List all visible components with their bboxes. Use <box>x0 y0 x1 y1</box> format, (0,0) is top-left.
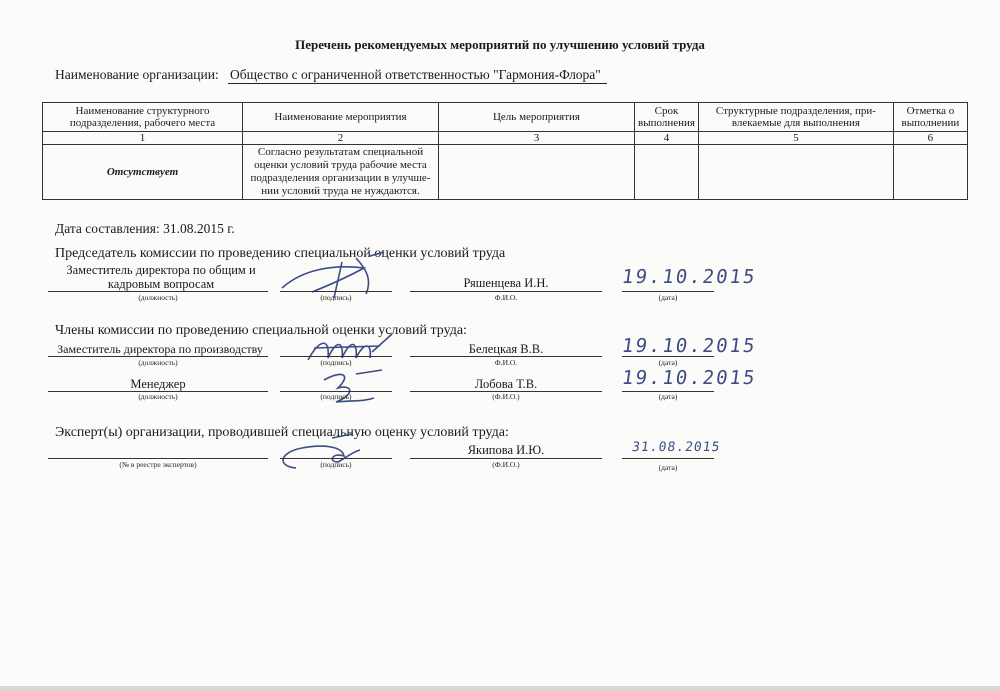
date-line <box>622 291 714 292</box>
header-cell: Структурные подразделения, при-влекаемые для выполнения <box>698 103 893 132</box>
date-line <box>622 356 714 357</box>
involved-cell <box>698 145 893 200</box>
signature-caption: (подпись) <box>320 392 352 401</box>
expert-date-handwritten: 31.08.2015 <box>630 440 722 455</box>
date-caption: (дата) <box>658 463 678 472</box>
signature-line <box>280 356 392 357</box>
mark-cell <box>893 145 967 200</box>
member-name: Лобова Т.В. <box>474 377 538 391</box>
signature-line <box>280 291 392 292</box>
fio-line <box>410 458 602 459</box>
deadline-cell <box>635 145 699 200</box>
chairman-date-handwritten: 19.10.2015 <box>620 266 758 288</box>
header-cell: Наименование мероприятия <box>243 103 439 132</box>
fio-line <box>410 356 602 357</box>
table-header-row <box>43 103 968 132</box>
organization-name: Общество с ограниченной ответственностью "Гармония-Флора" <box>228 67 607 84</box>
member-date-handwritten: 19.10.2015 <box>620 367 758 389</box>
header-cell: Цель мероприятия <box>439 103 635 132</box>
expert-name: Якипова И.Ю. <box>467 443 545 457</box>
goal-cell <box>439 145 635 200</box>
header-cell: Наименование структурного подразделения, рабочего места <box>43 103 243 132</box>
date-caption: (дата) <box>658 358 678 367</box>
column-number: 6 <box>893 132 967 145</box>
column-number: 4 <box>635 132 699 145</box>
header-cell: Срок выполнения <box>635 103 699 132</box>
member-position: Менеджер <box>130 377 186 391</box>
registry-line <box>48 458 268 459</box>
chairman-name: Ряшенцева И.Н. <box>463 276 549 290</box>
dept-cell: Отсутствует <box>43 145 243 200</box>
chairman-position: Заместитель директора по общим и кадровым вопросам <box>66 263 256 291</box>
signature-caption: (подпись) <box>320 293 352 302</box>
member-name: Белецкая В.В. <box>468 342 544 356</box>
fio-caption: Ф.И.О. <box>494 358 518 367</box>
fio-line <box>410 291 602 292</box>
date-line <box>622 458 714 459</box>
date-caption: (дата) <box>658 293 678 302</box>
expert-signature <box>272 432 382 482</box>
column-number: 2 <box>243 132 439 145</box>
signature-line <box>280 458 392 459</box>
position-caption: (должность) <box>138 293 178 302</box>
scan-bottom-edge <box>0 686 1000 691</box>
chairman-heading: Председатель комиссии по проведению специальной оценки условий труда <box>55 246 506 261</box>
fio-caption: (Ф.И.О.) <box>492 460 520 469</box>
signature-caption: (подпись) <box>320 358 352 367</box>
expert-heading: Эксперт(ы) организации, проводившей специальную оценку условий труда: <box>55 425 509 440</box>
compiled-date: Дата составления: 31.08.2015 г. <box>55 221 235 236</box>
registry-caption: (№ в реестре экспертов) <box>119 460 197 469</box>
position-caption: (должность) <box>138 358 178 367</box>
position-caption: (должность) <box>138 392 178 401</box>
column-number-row <box>43 132 968 145</box>
member-signature <box>312 368 392 412</box>
member-position: Заместитель директора по производству <box>57 342 263 356</box>
members-heading: Члены комиссии по проведению специальной оценки условий труда: <box>55 323 467 338</box>
header-cell: Отметка о выполнении <box>893 103 967 132</box>
column-number: 1 <box>43 132 243 145</box>
column-number: 3 <box>439 132 635 145</box>
position-line <box>48 356 268 357</box>
measures-table <box>42 102 968 200</box>
fio-caption: (Ф.И.О.) <box>492 392 520 401</box>
organization-label: Наименование организации: <box>55 67 219 82</box>
position-line <box>48 291 268 292</box>
signature-caption: (подпись) <box>320 460 352 469</box>
column-number: 5 <box>698 132 893 145</box>
date-caption: (дата) <box>658 392 678 401</box>
table-row <box>43 145 968 200</box>
member-date-handwritten: 19.10.2015 <box>620 335 758 357</box>
page-title: Перечень рекомендуемых мероприятий по улучшению условий труда <box>295 37 705 52</box>
measure-cell: Согласно результатам специальной оценки условий труда рабочие места подразделения организации в улучше-нии условий труда не нуждаются. <box>243 145 439 200</box>
fio-caption: Ф.И.О. <box>494 293 518 302</box>
